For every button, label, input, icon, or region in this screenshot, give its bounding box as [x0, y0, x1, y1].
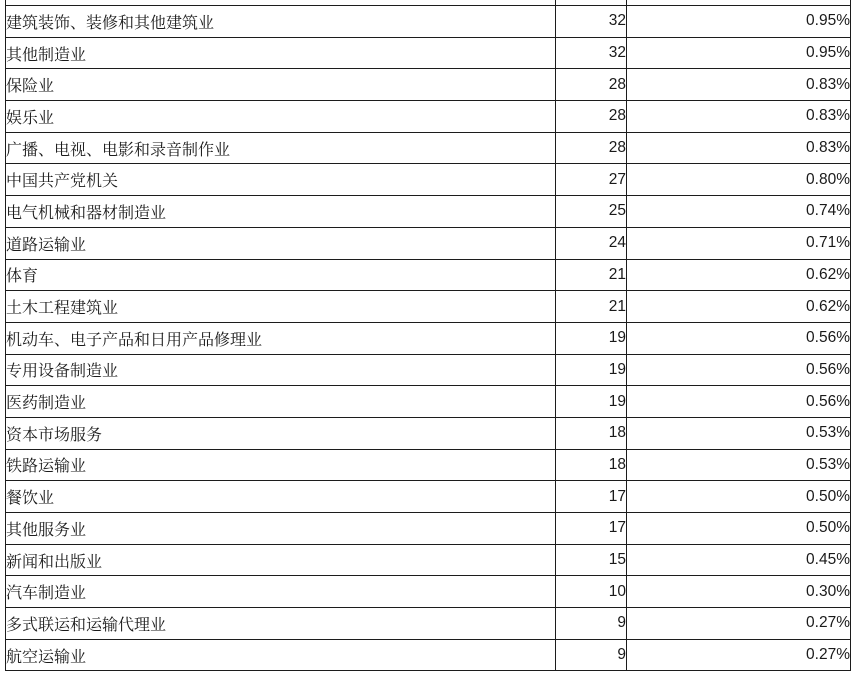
- percent-cell: 0.80%: [627, 164, 851, 196]
- count-cell: 28: [556, 101, 627, 133]
- percent-cell: 0.83%: [627, 101, 851, 133]
- industry-cell: 中国共产党机关: [6, 164, 556, 196]
- percent-cell: 0.45%: [627, 544, 851, 576]
- table-row: [6, 322, 851, 354]
- industry-cell: 医药制造业: [6, 386, 556, 418]
- industry-cell: 广播、电视、电影和录音制作业: [6, 132, 556, 164]
- count-cell: 18: [556, 417, 627, 449]
- table-row: [6, 608, 851, 640]
- industry-cell: 道路运输业: [6, 227, 556, 259]
- industry-cell: 餐饮业: [6, 481, 556, 513]
- table-row: [6, 481, 851, 513]
- table-row: [6, 6, 851, 38]
- percent-cell: 0.27%: [627, 639, 851, 671]
- industry-cell: 建筑装饰、装修和其他建筑业: [6, 6, 556, 38]
- percent-cell: 0.56%: [627, 386, 851, 418]
- percent-cell: 0.56%: [627, 354, 851, 386]
- industry-cell: 专用设备制造业: [6, 354, 556, 386]
- industry-cell: 汽车制造业: [6, 576, 556, 608]
- table-row: [6, 449, 851, 481]
- table-row: [6, 132, 851, 164]
- percent-cell: 0.62%: [627, 259, 851, 291]
- count-cell: 28: [556, 132, 627, 164]
- count-cell: 19: [556, 322, 627, 354]
- table-row: [6, 69, 851, 101]
- count-cell: 32: [556, 6, 627, 38]
- count-cell: 9: [556, 639, 627, 671]
- table-row: [6, 544, 851, 576]
- count-cell: 25: [556, 196, 627, 228]
- percent-cell: 0.71%: [627, 227, 851, 259]
- percent-cell: 0.95%: [627, 37, 851, 69]
- count-cell: 21: [556, 291, 627, 323]
- table-row: [6, 513, 851, 545]
- table-row: [6, 164, 851, 196]
- count-cell: 28: [556, 69, 627, 101]
- industry-cell: 铁路运输业: [6, 449, 556, 481]
- table-row: [6, 227, 851, 259]
- table-row: [6, 259, 851, 291]
- count-cell: 9: [556, 608, 627, 640]
- industry-cell: 资本市场服务: [6, 417, 556, 449]
- industry-table: [5, 0, 851, 671]
- percent-cell: 0.50%: [627, 513, 851, 545]
- industry-cell: 体育: [6, 259, 556, 291]
- table-row: [6, 291, 851, 323]
- count-cell: 17: [556, 481, 627, 513]
- industry-cell: 土木工程建筑业: [6, 291, 556, 323]
- industry-cell: 机动车、电子产品和日用产品修理业: [6, 322, 556, 354]
- count-cell: 24: [556, 227, 627, 259]
- table-row: [6, 639, 851, 671]
- count-cell: 10: [556, 576, 627, 608]
- table-row: [6, 417, 851, 449]
- percent-cell: 0.53%: [627, 417, 851, 449]
- table-row: [6, 101, 851, 133]
- count-cell: 19: [556, 354, 627, 386]
- industry-cell: 新闻和出版业: [6, 544, 556, 576]
- percent-cell: 0.74%: [627, 196, 851, 228]
- table-row: [6, 196, 851, 228]
- table-row: [6, 37, 851, 69]
- industry-cell: 保险业: [6, 69, 556, 101]
- percent-cell: 0.83%: [627, 132, 851, 164]
- table-row: [6, 386, 851, 418]
- count-cell: 32: [556, 37, 627, 69]
- count-cell: 21: [556, 259, 627, 291]
- industry-cell: 电气机械和器材制造业: [6, 196, 556, 228]
- industry-cell: 其他服务业: [6, 513, 556, 545]
- industry-cell: 其他制造业: [6, 37, 556, 69]
- count-cell: 19: [556, 386, 627, 418]
- percent-cell: 0.50%: [627, 481, 851, 513]
- percent-cell: 0.95%: [627, 6, 851, 38]
- percent-cell: 0.56%: [627, 322, 851, 354]
- count-cell: 17: [556, 513, 627, 545]
- percent-cell: 0.27%: [627, 608, 851, 640]
- industry-cell: 航空运输业: [6, 639, 556, 671]
- industry-cell: 娱乐业: [6, 101, 556, 133]
- percent-cell: 0.62%: [627, 291, 851, 323]
- industry-cell: 多式联运和运输代理业: [6, 608, 556, 640]
- industry-table-body: [6, 0, 851, 671]
- percent-cell: 0.53%: [627, 449, 851, 481]
- percent-cell: 0.83%: [627, 69, 851, 101]
- count-cell: 27: [556, 164, 627, 196]
- count-cell: 18: [556, 449, 627, 481]
- percent-cell: 0.30%: [627, 576, 851, 608]
- table-row: [6, 354, 851, 386]
- table-row: [6, 576, 851, 608]
- count-cell: 15: [556, 544, 627, 576]
